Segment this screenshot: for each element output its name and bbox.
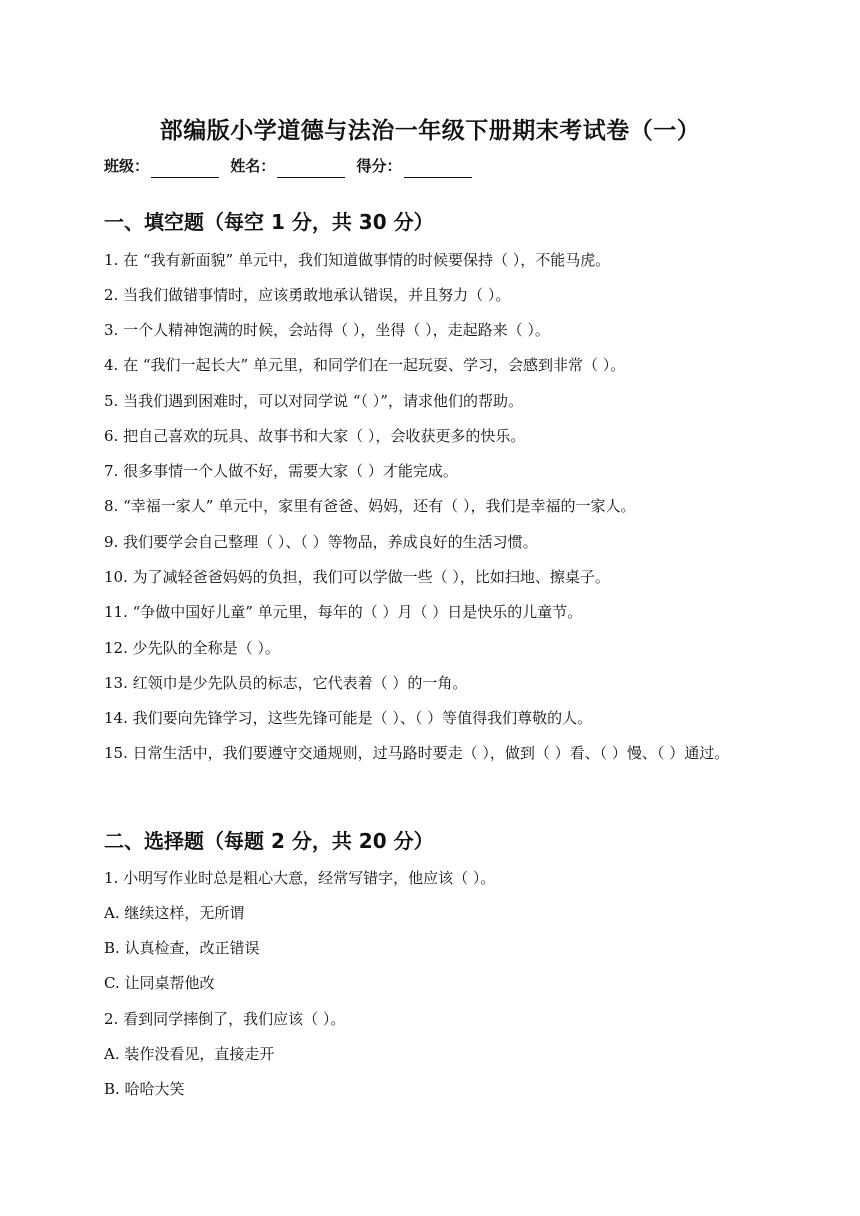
- question-item: 2. 当我们做错事情时，应该勇敢地承认错误，并且努力（ ）。: [104, 286, 511, 304]
- choice-option: B. 认真检查，改正错误: [104, 939, 260, 957]
- question-item: 9. 我们要学会自己整理（ ）、（ ）等物品，养成良好的生活习惯。: [104, 533, 538, 551]
- section-heading-fill-in: 一、填空题（每空 1 分，共 30 分）: [104, 210, 434, 234]
- choice-option: A. 装作没看见，直接走开: [104, 1045, 275, 1063]
- question-item: 8. “幸福一家人” 单元中，家里有爸爸、妈妈，还有（ ），我们是幸福的一家人。: [104, 497, 636, 515]
- page-title: 部编版小学道德与法治一年级下册期末考试卷（一）: [159, 118, 701, 144]
- class-label: 班级：: [104, 157, 150, 175]
- question-item: 4. 在 “我们一起长大” 单元里，和同学们在一起玩耍、学习，会感到非常（ ）。: [104, 356, 626, 374]
- question-item: 5. 当我们遇到困难时，可以对同学说 “（ ）”，请求他们的帮助。: [104, 392, 523, 410]
- question-item: 7. 很多事情一个人做不好，需要大家（ ）才能完成。: [104, 462, 458, 480]
- section-heading-choice: 二、选择题（每题 2 分，共 20 分）: [104, 829, 434, 853]
- question-item: 1. 在 “我有新面貌” 单元中，我们知道做事情的时候要保持（ ），不能马虎。: [104, 251, 611, 269]
- choice-option: A. 继续这样，无所谓: [104, 904, 245, 922]
- question-item: 12. 少先队的全称是（ ）。: [104, 639, 280, 657]
- score-blank[interactable]: [404, 159, 472, 178]
- question-item: 15. 日常生活中，我们要遵守交通规则，过马路时要走（ ），做到（ ）看、（ ）慢、（ ）通过。: [104, 744, 730, 762]
- question-item: 10. 为了减轻爸爸妈妈的负担，我们可以学做一些（ ），比如扫地、擦桌子。: [104, 568, 610, 586]
- question-item: 6. 把自己喜欢的玩具、故事书和大家（ ），会收获更多的快乐。: [104, 427, 526, 445]
- question-item: 3. 一个人精神饱满的时候，会站得（ ），坐得（ ），走起路来（ ）。: [104, 321, 550, 339]
- choice-option: C. 让同桌帮他改: [104, 974, 215, 992]
- question-item: 2. 看到同学摔倒了，我们应该（ ）。: [104, 1010, 346, 1028]
- choice-option: B. 哈哈大笑: [104, 1080, 185, 1098]
- class-blank[interactable]: [151, 159, 219, 178]
- question-item: 13. 红领巾是少先队员的标志，它代表着（ ）的一角。: [104, 674, 468, 692]
- question-item: 11. “争做中国好儿童” 单元里，每年的（ ）月（ ）日是快乐的儿童节。: [104, 603, 583, 621]
- student-info-line: [104, 155, 478, 178]
- question-item: 1. 小明写作业时总是粗心大意，经常写错字，他应该（ ）。: [104, 869, 496, 887]
- score-label: 得分：: [356, 157, 402, 175]
- name-blank[interactable]: [277, 159, 345, 178]
- name-label: 姓名：: [230, 157, 276, 175]
- question-item: 14. 我们要向先锋学习，这些先锋可能是（ ）、（ ）等值得我们尊敬的人。: [104, 709, 593, 727]
